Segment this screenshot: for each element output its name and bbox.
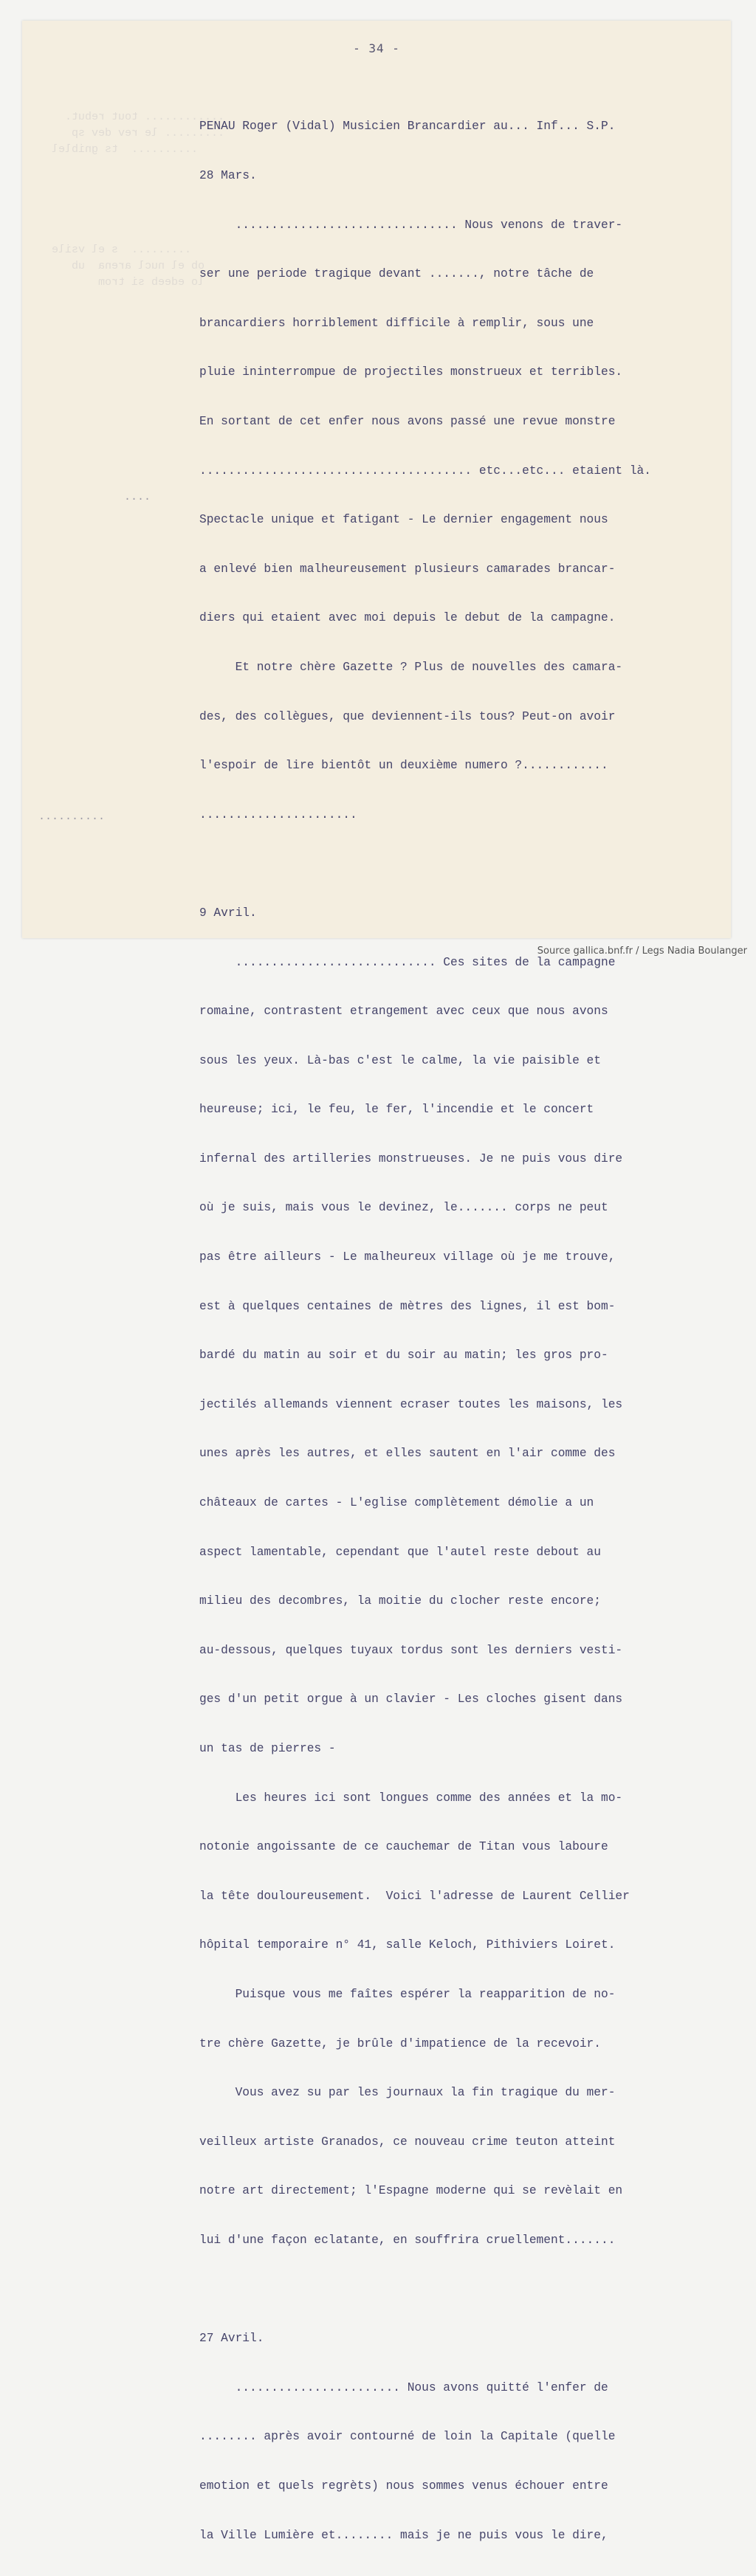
spacer xyxy=(199,2281,716,2298)
text-line: châteaux de cartes - L'eglise complètement démolie a un xyxy=(199,1496,594,1510)
spacer xyxy=(199,855,716,872)
text-line: notonie angoissante de ce cauchemar de Titan vous laboure xyxy=(199,1840,608,1854)
text-line: ............................... Nous venons de traver- xyxy=(199,218,623,232)
text-line: ges d'un petit orgue à un clavier - Les cloches gisent dans xyxy=(199,1692,623,1707)
header-line: PENAU Roger (Vidal) Musicien Brancardier au... Inf... S.P. xyxy=(199,120,616,134)
text-line: ser une periode tragique devant ......., notre tâche de xyxy=(199,267,594,281)
text-line: Vous avez su par les journaux la fin tragique du mer- xyxy=(199,2086,616,2100)
text-line: bardé du matin au soir et du soir au matin; les gros pro- xyxy=(199,1349,608,1363)
text-line: heureuse; ici, le feu, le fer, l'incendie et le concert xyxy=(199,1103,594,1117)
text-line: pluie ininterrompue de projectiles monstrueux et terribles. xyxy=(199,365,623,379)
text-line: ...................... xyxy=(199,807,357,822)
text-line: ...................................... etc...etc... etaient là. xyxy=(199,464,651,478)
text-line: emotion et quels regrèts) nous sommes venus échouer entre xyxy=(199,2479,608,2493)
text-line: Et notre chère Gazette ? Plus de nouvelles des camara- xyxy=(199,660,623,674)
text-line: En sortant de cet enfer nous avons passé une revue monstre xyxy=(199,414,616,428)
section-date: 27 Avril. xyxy=(199,2332,264,2346)
text-line: ....................... Nous avons quitté l'enfer de xyxy=(199,2380,608,2394)
show-through-text: ......... s el vsile ob el nucl arena ub lo edeeb si trom xyxy=(52,244,205,289)
text-line: lui d'une façon eclatante, en souffrira cruellement....... xyxy=(199,2233,616,2247)
text-line: aspect lamentable, cependant que l'autel reste debout au xyxy=(199,1545,601,1559)
text-line: a enlevé bien malheureusement plusieurs camarades brancar- xyxy=(199,562,616,576)
text-line: unes après les autres, et elles sautent en l'air comme des xyxy=(199,1447,616,1461)
section-date: 28 Mars. xyxy=(199,169,257,182)
text-line: la Ville Lumière et........ mais je ne puis vous le dire, xyxy=(199,2528,608,2542)
text-line: jectilés allemands viennent ecraser toutes les maisons, les xyxy=(199,1397,623,1411)
section-date: 9 Avril. xyxy=(199,906,257,920)
page-number: - 34 - xyxy=(353,41,400,55)
text-line: infernal des artilleries monstrueuses. Je ne puis vous dire xyxy=(199,1151,623,1165)
text-line: où je suis, mais vous le devinez, le....... corps ne peut xyxy=(199,1201,608,1215)
text-line: hôpital temporaire n° 41, salle Keloch, Pithiviers Loiret. xyxy=(199,1938,616,1952)
margin-dots: .......... xyxy=(38,810,106,823)
text-line: au-dessous, quelques tuyaux tordus sont les derniers vesti- xyxy=(199,1643,623,1657)
text-line: Puisque vous me faîtes espérer la reapparition de no- xyxy=(199,1987,616,2001)
text-line: ........ après avoir contourné de loin la Capitale (quelle xyxy=(199,2430,616,2444)
source-footer: Source gallica.bnf.fr / Legs Nadia Boulanger xyxy=(537,946,747,957)
show-through-text: ............ tout rebut. ......... le rev dev sp .......... ts gniblel xyxy=(52,111,225,156)
text-line: brancardiers horriblement difficile à remplir, sous une xyxy=(199,316,594,330)
text-line: sous les yeux. Là-bas c'est le calme, la vie paisible et xyxy=(199,1053,601,1067)
text-line: un tas de pierres - xyxy=(199,1742,336,1755)
text-line: pas être ailleurs - Le malheureux village où je me trouve, xyxy=(199,1250,616,1264)
text-line: des, des collègues, que deviennent-ils tous? Peut-on avoir xyxy=(199,709,616,723)
letter-body xyxy=(199,86,716,2576)
text-line: notre art directement; l'Espagne moderne qui se revèlait en xyxy=(199,2184,623,2198)
text-line: romaine, contrastent etrangement avec ceux que nous avons xyxy=(199,1005,608,1019)
text-line: la tête douloureusement. Voici l'adresse de Laurent Cellier xyxy=(199,1889,630,1903)
text-line: Les heures ici sont longues comme des années et la mo- xyxy=(199,1791,623,1805)
text-line: milieu des decombres, la moitie du clocher reste encore; xyxy=(199,1594,601,1608)
text-line: est à quelques centaines de mètres des lignes, il est bom- xyxy=(199,1299,616,1313)
text-line: tre chère Gazette, je brûle d'impatience de la recevoir. xyxy=(199,2036,601,2050)
margin-dots: .... xyxy=(124,491,151,503)
text-line: veilleux artiste Granados, ce nouveau crime teuton atteint xyxy=(199,2135,616,2149)
text-line: l'espoir de lire bientôt un deuxième numero ?............ xyxy=(199,759,608,773)
text-line: Spectacle unique et fatigant - Le dernier engagement nous xyxy=(199,513,608,527)
text-line: diers qui etaient avec moi depuis le debut de la campagne. xyxy=(199,611,616,625)
text-line: ............................ Ces sites de la campagne xyxy=(199,955,616,969)
